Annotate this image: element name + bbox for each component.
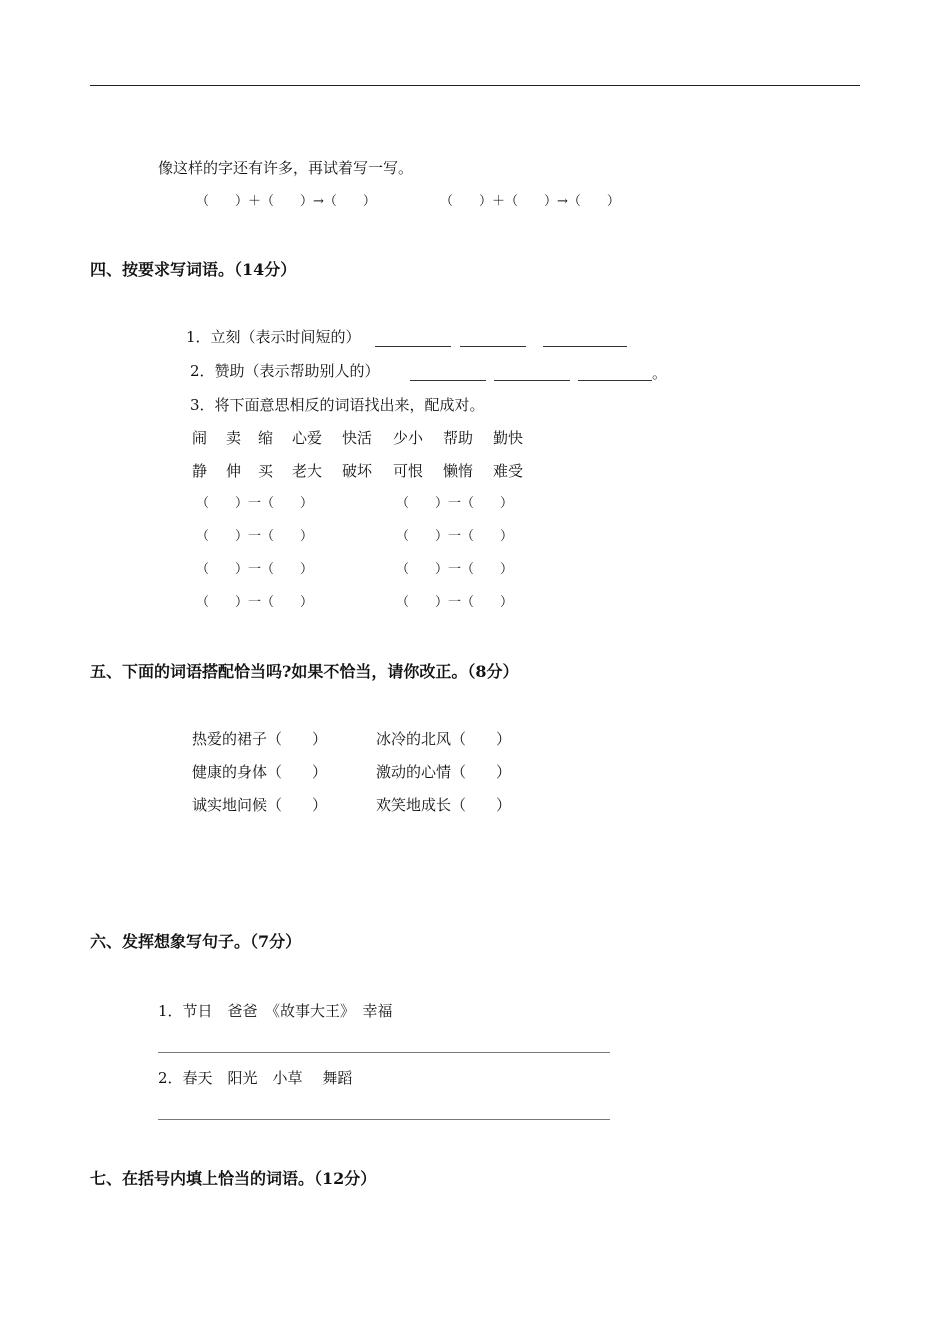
section6-item1: 1．节日 爸爸 《故事大王》 幸福	[158, 1002, 393, 1020]
word: 可恨	[393, 462, 424, 480]
word: 老大	[292, 462, 323, 480]
writing-line[interactable]	[158, 1119, 610, 1120]
word: 难受	[493, 462, 524, 480]
pair-slot[interactable]: （ ）一（ ）	[196, 595, 314, 610]
word: 快活	[342, 429, 373, 447]
answer-blank[interactable]	[494, 380, 570, 381]
section4-item2: 2．赞助（表示帮助别人的）	[190, 362, 380, 380]
pair-slot[interactable]: （ ）一（ ）	[396, 595, 514, 610]
collocation-item: 热爱的裙子（ ）	[192, 730, 328, 748]
answer-blank[interactable]	[410, 380, 486, 381]
header-rule	[90, 85, 860, 86]
collocation-item: 诚实地问候（ ）	[192, 796, 328, 814]
word: 懒惰	[443, 462, 474, 480]
collocation-item: 激动的心情（ ）	[376, 763, 512, 781]
word: 少小	[393, 429, 424, 447]
writing-line[interactable]	[158, 1052, 610, 1053]
collocation-item: 欢笑地成长（ ）	[376, 796, 512, 814]
section7-heading: 七、在括号内填上恰当的词语。（12分）	[90, 1169, 377, 1188]
formula-left: （ ）＋（ ）→（ ）	[196, 194, 376, 209]
collocation-item: 冰冷的北风（ ）	[376, 730, 512, 748]
pair-slot[interactable]: （ ）一（ ）	[396, 496, 514, 511]
section4-item1: 1．立刻（表示时间短的）	[186, 328, 361, 346]
word: 心爱	[292, 429, 323, 447]
section4-item2-period: 。	[652, 364, 668, 382]
section4-item3: 3．将下面意思相反的词语找出来，配成对。	[190, 396, 485, 414]
section4-heading: 四、按要求写词语。（14分）	[90, 260, 297, 279]
section6-item2: 2．春天 阳光 小草 舞蹈	[158, 1069, 353, 1087]
pair-slot[interactable]: （ ）一（ ）	[396, 562, 514, 577]
section5-heading: 五、下面的词语搭配恰当吗?如果不恰当，请你改正。（8分）	[90, 662, 519, 681]
word: 买	[258, 462, 274, 480]
pair-slot[interactable]: （ ）一（ ）	[196, 496, 314, 511]
pair-slot[interactable]: （ ）一（ ）	[396, 529, 514, 544]
intro-text: 像这样的字还有许多，再试着写一写。	[158, 159, 414, 177]
collocation-item: 健康的身体（ ）	[192, 763, 328, 781]
word: 卖	[226, 429, 242, 447]
word: 伸	[226, 462, 242, 480]
word: 闹	[192, 429, 208, 447]
answer-blank[interactable]	[578, 380, 652, 381]
word: 缩	[258, 429, 274, 447]
word: 勤快	[493, 429, 524, 447]
formula-right: （ ）＋（ ）→（ ）	[440, 194, 620, 209]
pair-slot[interactable]: （ ）一（ ）	[196, 562, 314, 577]
word: 破坏	[342, 462, 373, 480]
word: 静	[192, 462, 208, 480]
answer-blank[interactable]	[543, 346, 627, 347]
answer-blank[interactable]	[375, 346, 451, 347]
pair-slot[interactable]: （ ）一（ ）	[196, 529, 314, 544]
section6-heading: 六、发挥想象写句子。（7分）	[90, 932, 302, 951]
word: 帮助	[443, 429, 474, 447]
answer-blank[interactable]	[460, 346, 526, 347]
